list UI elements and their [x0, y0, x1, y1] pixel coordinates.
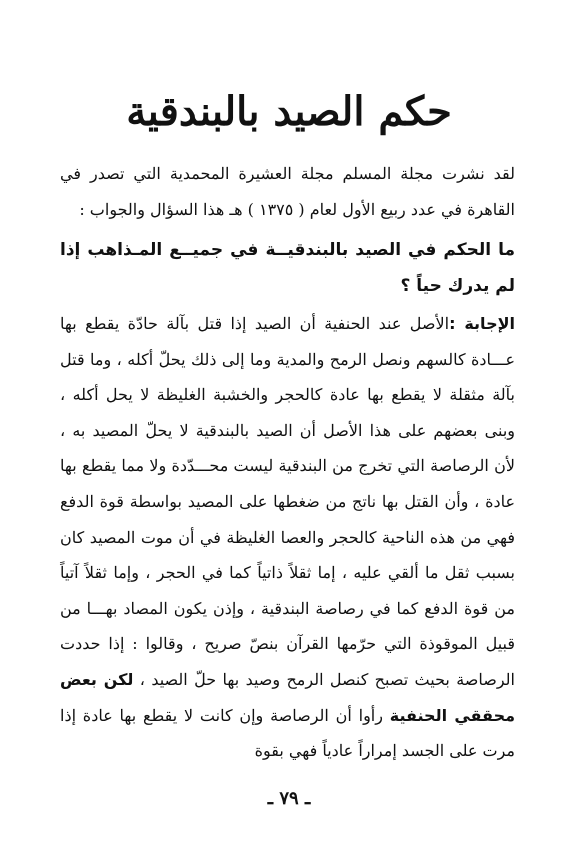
page-number: ـ ٧٩ ـ: [267, 788, 311, 809]
answer-paragraph: [60, 306, 515, 769]
answer-highlight: لكن بعض محققي الحنفية: [60, 669, 516, 725]
answer-text-part1: الأصل عند الحنفية أن الصيد إذا قتل بآلة حادّة يقطع بها عـــادة كالسهم ونصل الرمح والمدية وما إلى ذلك يحلّ أكله ، وما قتل بآلة مثقلة لا يقطع بها عادة كالحجر والخشبة الغليظة لا يحل أكله ، وبنى بعضهم على هذا الأصل أن الصيد بالبندقية لا يحلّ المصيد به ، لأن الرصاصة التي تخرج من البندقية ليست محـــدّدة ولا مما يقطع بها عادة ، وأن القتل بها ناتج من ضغطها على المصيد بواسطة قوة الدفع فهي من هذه الناحية كالحجر والعصا الغليظة في أن موت المصيد كان بسبب ثقل ما ألقي عليه ، إما ثقلاً ذاتياً كما في الحجر ، وإما ثقلاً آتياً من قوة الدفع كما في رصاصة البندقية ، وإذن يكون المصاد بهـــا من قبيل الموقوذة التي حرّمها القرآن بنصّ صريح ، وقالوا : إذا حددت الرصاصة بحيث تصبح كنصل الرمح وصيد بها حلّ الصيد ،: [60, 314, 515, 689]
intro-paragraph: لقد نشرت مجلة المسلم مجلة العشيرة المحمدية التي تصدر في القاهرة في عدد ربيع الأول لعام ( ١٣٧٥ ) هـ هذا السؤال والجواب :: [60, 164, 515, 219]
answer-text-part2: رأوا أن الرصاصة وإن كانت لا يقطع بها عادة إذا مرت على الجسد إمراراً عادياً فهي بقوة: [60, 705, 515, 761]
page-title: حكم الصيد بالبندقية: [126, 88, 452, 135]
question-paragraph: ما الحكم في الصيد بالبندقيــة في جميــع المـذاهب إذا لم يدرك حياً ؟: [60, 240, 515, 296]
answer-label: الإجابة :: [449, 314, 515, 333]
